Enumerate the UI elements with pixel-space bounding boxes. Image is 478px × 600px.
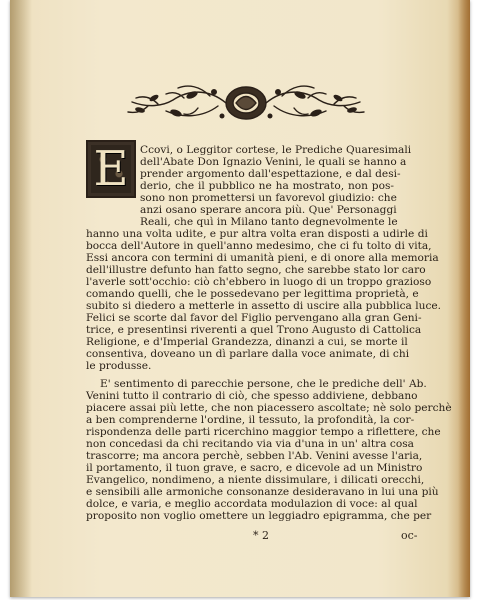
initial-letter: E [93, 141, 129, 197]
text-line: comando quelli, che le possedevano per legittima proprietà, e [86, 288, 419, 300]
text-line: Felici se scorte dal favor del Figlio pervengano alla gran Geni- [86, 312, 422, 324]
text-line: derio, che il pubblico ne ha mostrato, non pos- [140, 180, 394, 192]
text-line: l'averle sott'occhio: ciò ch'ebbero in luogo di un troppo grazioso [86, 276, 432, 288]
ornamental-headpiece [118, 78, 374, 128]
text-line: e sensibili alle armoniche consonanze desideravano in lui una più [86, 486, 439, 498]
text-line: piacere assai più lette, che non piacessero ascoltate; nè solo perchè [86, 402, 452, 414]
text-line: E' sentimento di parecchie persone, che le prediche dell' Ab. [100, 378, 427, 390]
text-line: a ben comprenderne l'ordine, il tessuto, la profondità, la cor- [86, 414, 415, 426]
text-line: dell'illustre defunto han fatto segno, che sarebbe stato lor caro [86, 264, 426, 276]
text-line: prender argomento dall'espettazione, e dal desi- [140, 168, 401, 180]
text-line: consentiva, doveano un dì parlare dalla voce animate, di chi [86, 348, 410, 360]
spine-shadow [10, 0, 32, 597]
text-line: subito si diedero a metterle in assetto di uscire alla pubblica luce. [86, 300, 442, 312]
decorated-initial [86, 140, 136, 198]
text-line: hanno una volta udite, e pur altra volta eran disposti a udirle di [86, 228, 428, 240]
text-line: rispondenza delle parti ricerchino maggior tempo a riflettere, che [86, 426, 441, 438]
text-line: anzi osano sperare ancora più. Que' Personaggi [140, 204, 397, 216]
catchword: oc- [401, 529, 418, 542]
text-line: bocca dell'Autore in quell'anno medesimo, che ci fu tolto di vita, [86, 240, 432, 252]
signature-mark: * 2 [253, 529, 269, 542]
text-line: Evangelico, nondimeno, a niente dissimulare, i dilicati orecchi, [86, 474, 425, 486]
text-line: le produsse. [86, 360, 152, 372]
text-line: sono non promettersi un favorevol giudizio: che [140, 192, 397, 204]
text-line: trascorre; ma ancora perchè, sebben l'Ab. Venini avesse l'aria, [86, 450, 423, 462]
text-line: proposito non voglio omettere un leggiadro epigramma, che per [86, 510, 432, 522]
text-line: Essi ancora con termini di umanità pieni, e di onore alla memoria [86, 252, 439, 264]
text-line: Venini tutto il contrario di ciò, che spesso addiviene, debbano [86, 390, 418, 402]
text-line: Ccovi, o Leggitor cortese, le Prediche Quaresimali [140, 144, 412, 156]
text-line: il portamento, il tuon grave, e sacro, e dicevole ad un Ministro [86, 462, 423, 474]
text-line: trice, e presentinsi riverenti a quel Trono Augusto di Cattolica [86, 324, 422, 336]
text-line: Religione, e d'Imperial Grandezza, dinanzi a cui, se morte il [86, 336, 408, 348]
text-line: non concedasi da chi recitando via via d'una in un' altra cosa [86, 438, 414, 450]
text-line: Reali, che quì in Milano tanto degnevolmente le [140, 216, 398, 228]
text-line: dell'Abate Don Ignazio Venini, le quali se hanno a [140, 156, 407, 168]
text-line: dolce, e varia, e meglio accordata modulazion di voce: al qual [86, 498, 418, 510]
page-edge [458, 0, 470, 597]
